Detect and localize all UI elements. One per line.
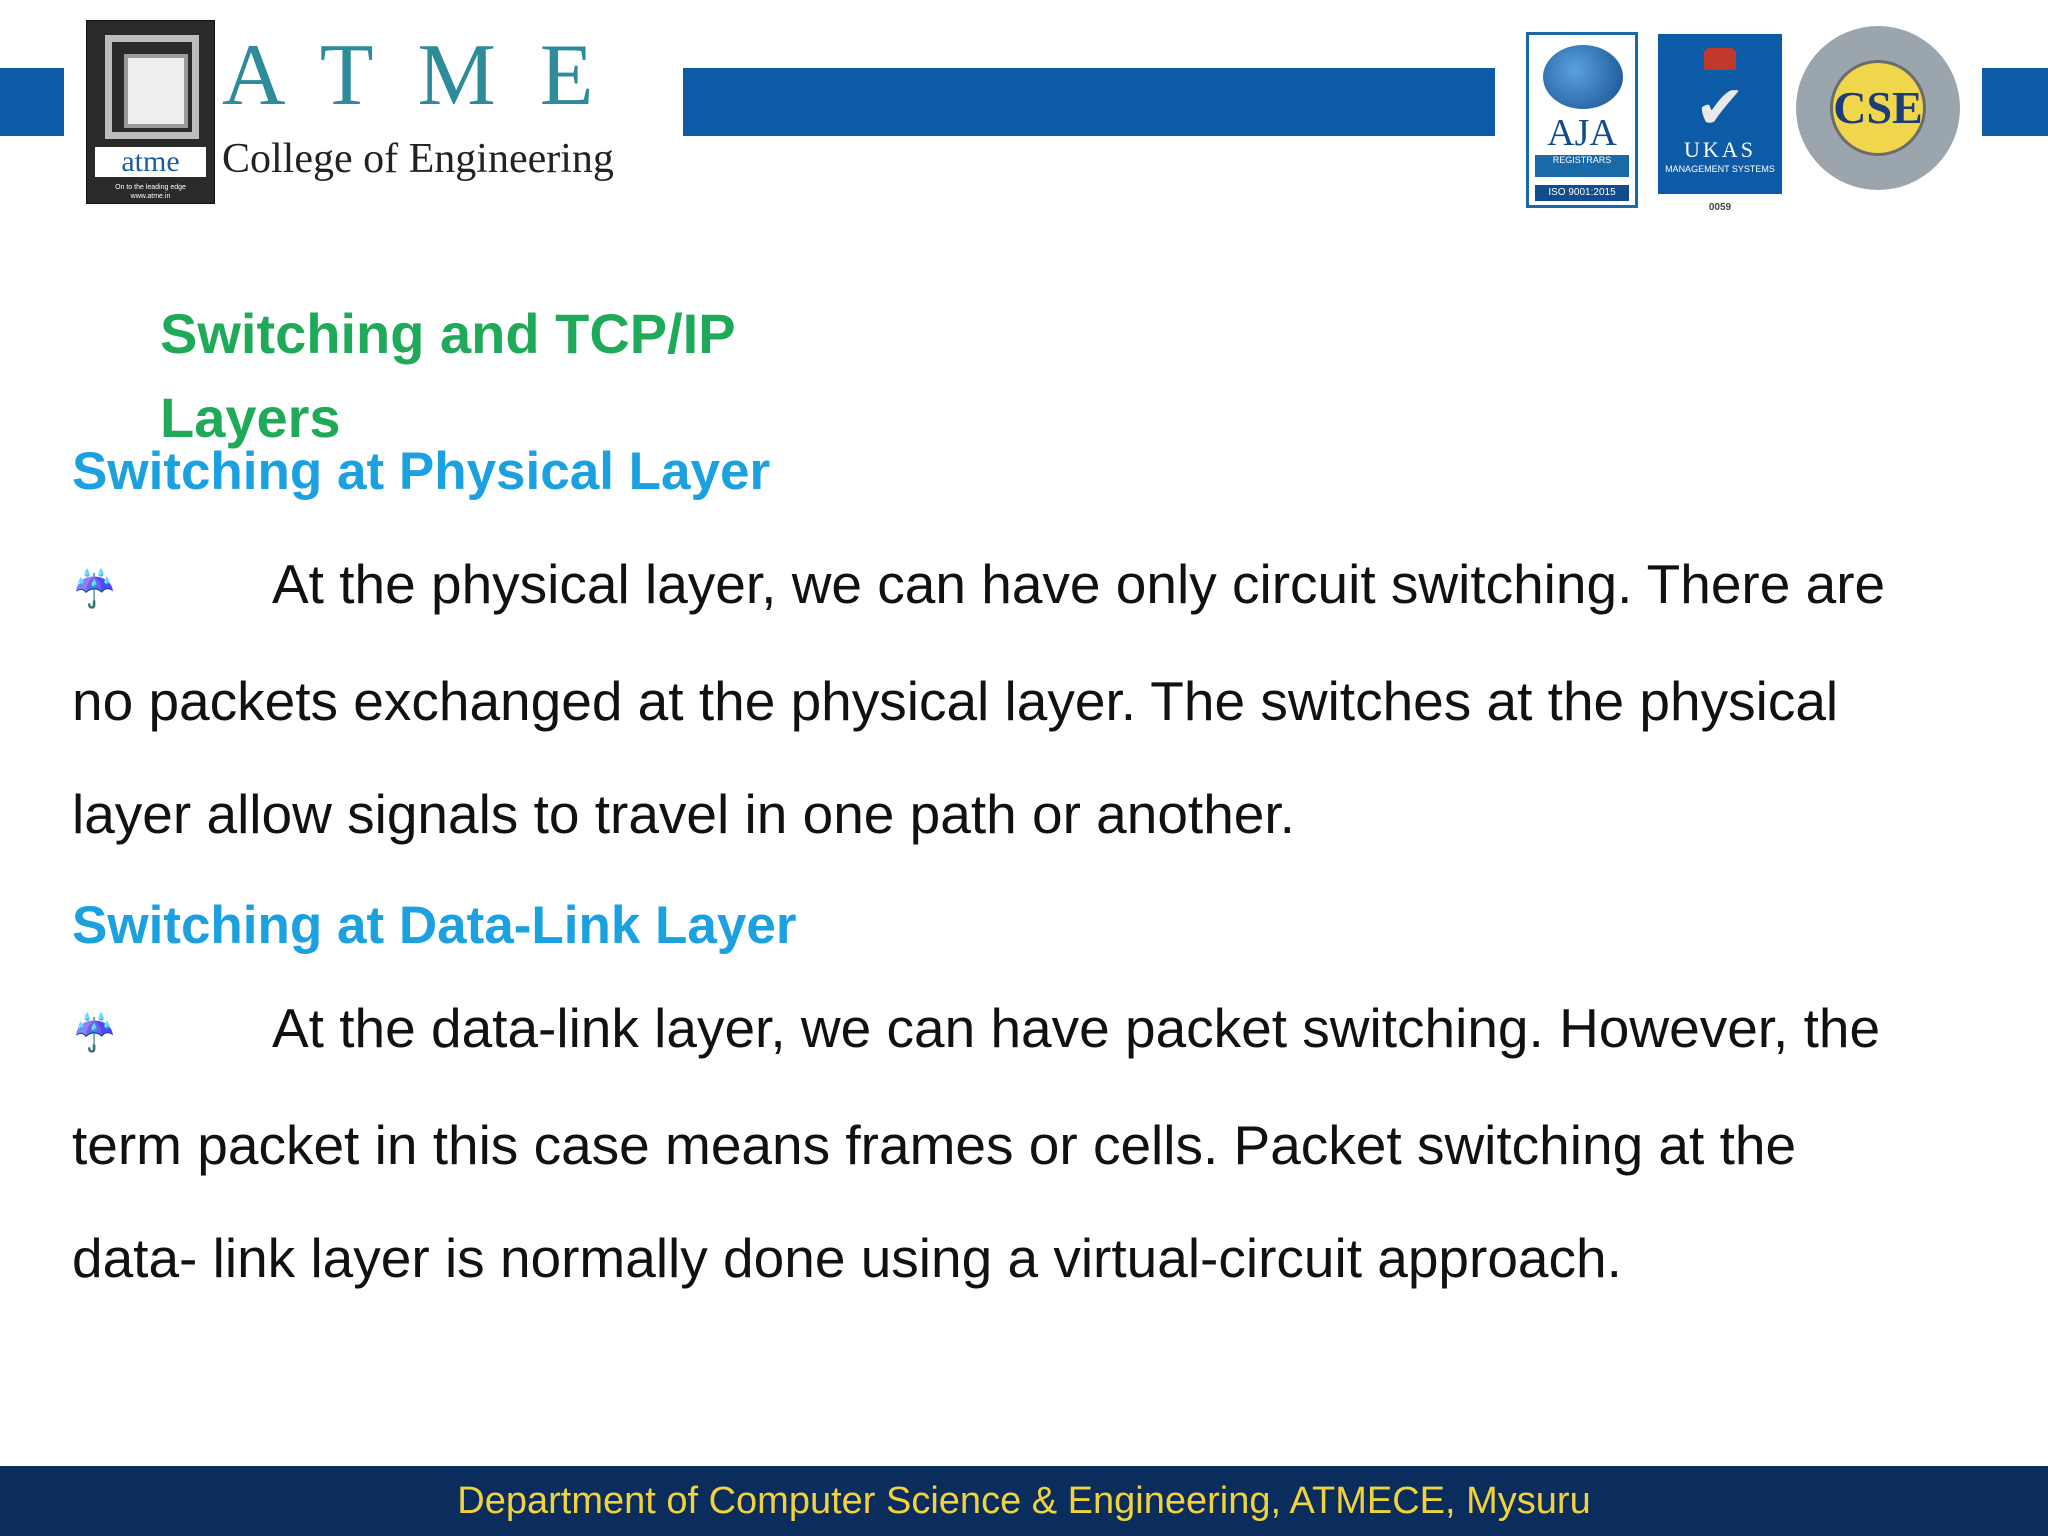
- logo-frame-icon: [105, 35, 199, 139]
- body-line: ☔ At the data-link layer, we can have packet switching. However, the: [72, 972, 1972, 1089]
- brand-name: ATME: [222, 27, 638, 124]
- logo-tagline: On to the leading edge www.atme.in: [115, 184, 186, 200]
- aja-iso: ISO 9001:2015: [1535, 185, 1629, 201]
- footer-bar: [0, 1466, 2048, 1536]
- body-line: data- link layer is normally done using a virtual-circuit approach.: [72, 1226, 1622, 1289]
- aja-logo: [1526, 32, 1638, 208]
- section-heading-physical: Switching at Physical Layer: [72, 442, 771, 501]
- body-line: ☔ At the physical layer, we can have only circuit switching. There are: [72, 528, 1972, 645]
- ukas-sub: MANAGEMENT SYSTEMS: [1665, 164, 1775, 174]
- aja-text: AJA: [1547, 112, 1617, 154]
- header-bar-middle: [683, 68, 1495, 136]
- logo-atme-text: atme: [95, 147, 206, 177]
- slide-title: Switching and TCP/IP Layers: [160, 302, 735, 449]
- ukas-text: UKAS: [1684, 137, 1756, 162]
- globe-icon: [1543, 45, 1623, 109]
- section-body-physical: [72, 528, 1972, 871]
- brand-subtitle: College of Engineering: [222, 136, 614, 182]
- cse-seal-text: CSE: [1830, 60, 1926, 156]
- ukas-logo: [1658, 34, 1782, 194]
- body-line: layer allow signals to travel in one path or another.: [72, 782, 1295, 845]
- header-bar-left: [0, 68, 64, 136]
- rain-cloud-icon: ☔: [72, 1011, 117, 1053]
- crown-icon: [1704, 48, 1736, 70]
- section-body-datalink: [72, 972, 1972, 1315]
- body-line: no packets exchanged at the physical layer. The switches at the physical: [72, 669, 1839, 732]
- cse-seal: [1796, 26, 1960, 190]
- footer-text: Department of Computer Science & Engineering, ATMECE, Mysuru: [457, 1480, 1591, 1522]
- ukas-number: 0059: [1708, 202, 1732, 213]
- atme-logo: [86, 20, 215, 204]
- checkmark-icon: ✔: [1694, 74, 1746, 141]
- aja-band: REGISTRARS: [1535, 155, 1629, 177]
- section-heading-datalink: Switching at Data-Link Layer: [72, 896, 797, 955]
- body-line: term packet in this case means frames or cells. Packet switching at the: [72, 1113, 1797, 1176]
- rain-cloud-icon: ☔: [72, 567, 117, 609]
- header-bar-right: [1982, 68, 2048, 136]
